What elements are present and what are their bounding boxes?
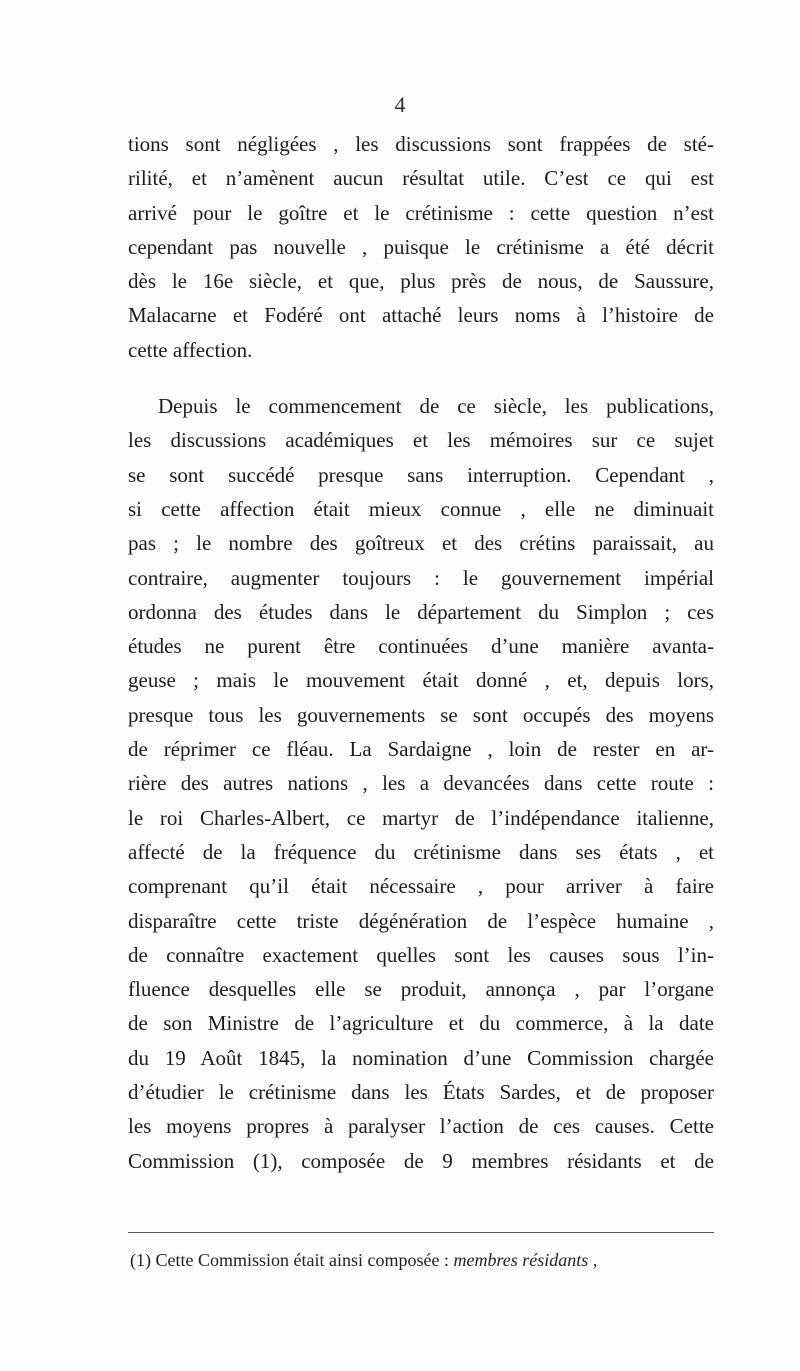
text-line: de réprimer ce fléau. La Sardaigne , loin de rester en ar- [128,737,714,762]
paragraph-2 [128,389,714,1178]
text-line: rière des autres nations , les a devancées dans cette route : [128,771,714,796]
text-line: Depuis le commencement de ce siècle, les publications, [158,394,714,419]
text-line: de son Ministre de l’agriculture et du commerce, à la date [128,1011,714,1036]
text-line: études ne purent être continuées d’une manière avanta- [128,634,714,659]
footnote-text: Cette Commission était ainsi composée : [155,1250,449,1270]
text-line: presque tous les gouvernements se sont occupés des moyens [128,702,714,727]
page-number: 4 [394,92,406,117]
text-line: pas ; le nombre des goîtreux et des crétins paraissait, au [128,531,714,556]
text-line: se sont succédé presque sans interruption. Cependant , [128,462,714,487]
text-line: le roi Charles-Albert, ce martyr de l’indépendance italienne, [128,805,714,830]
footnote [130,1248,714,1272]
footnote-italic-text: membres résidants , [453,1250,598,1270]
text-line: Commission (1), composée de 9 membres résidants et de [128,1148,714,1173]
text-line: les moyens propres à paralyser l’action de ces causes. Cette [128,1114,714,1139]
text-line: contraire, augmenter toujours : le gouvernement impérial [128,565,714,590]
text-line: comprenant qu’il était nécessaire , pour arriver à faire [128,874,714,899]
footnote-marker: (1) [130,1250,151,1270]
paragraph-1 [128,127,714,367]
text-line: cependant pas nouvelle , puisque le crétinisme a été décrit [128,234,714,259]
text-line: rilité, et n’amènent aucun résultat utile. C’est ce qui est [128,166,714,191]
text-line: disparaître cette triste dégénération de l’espèce humaine , [128,908,714,933]
text-line: du 19 Août 1845, la nomination d’une Commission chargée [128,1045,714,1070]
body-text [128,127,714,1178]
text-line: fluence desquelles elle se produit, annonça , par l’organe [128,977,714,1002]
text-line: tions sont négligées , les discussions sont frappées de sté- [128,132,714,156]
text-line: de connaître exactement quelles sont les causes sous l’in- [128,942,714,967]
text-line: ordonna des études dans le département du Simplon ; ces [128,599,714,624]
text-line: d’étudier le crétinisme dans les États Sardes, et de proposer [128,1080,714,1105]
text-line: geuse ; mais le mouvement était donné , et, depuis lors, [128,668,714,693]
text-line: affecté de la fréquence du crétinisme dans ses états , et [128,839,714,864]
text-line: si cette affection était mieux connue , elle ne diminuait [128,496,714,521]
text-line: arrivé pour le goître et le crétinisme : cette question n’est [128,200,714,225]
footnote-rule [128,1232,714,1233]
text-line: cette affection. [128,337,253,362]
text-line: les discussions académiques et les mémoires sur ce sujet [128,428,714,453]
text-line: Malacarne et Fodéré ont attaché leurs noms à l’histoire de [128,303,714,328]
text-line: dès le 16e siècle, et que, plus près de nous, de Saussure, [128,269,714,294]
